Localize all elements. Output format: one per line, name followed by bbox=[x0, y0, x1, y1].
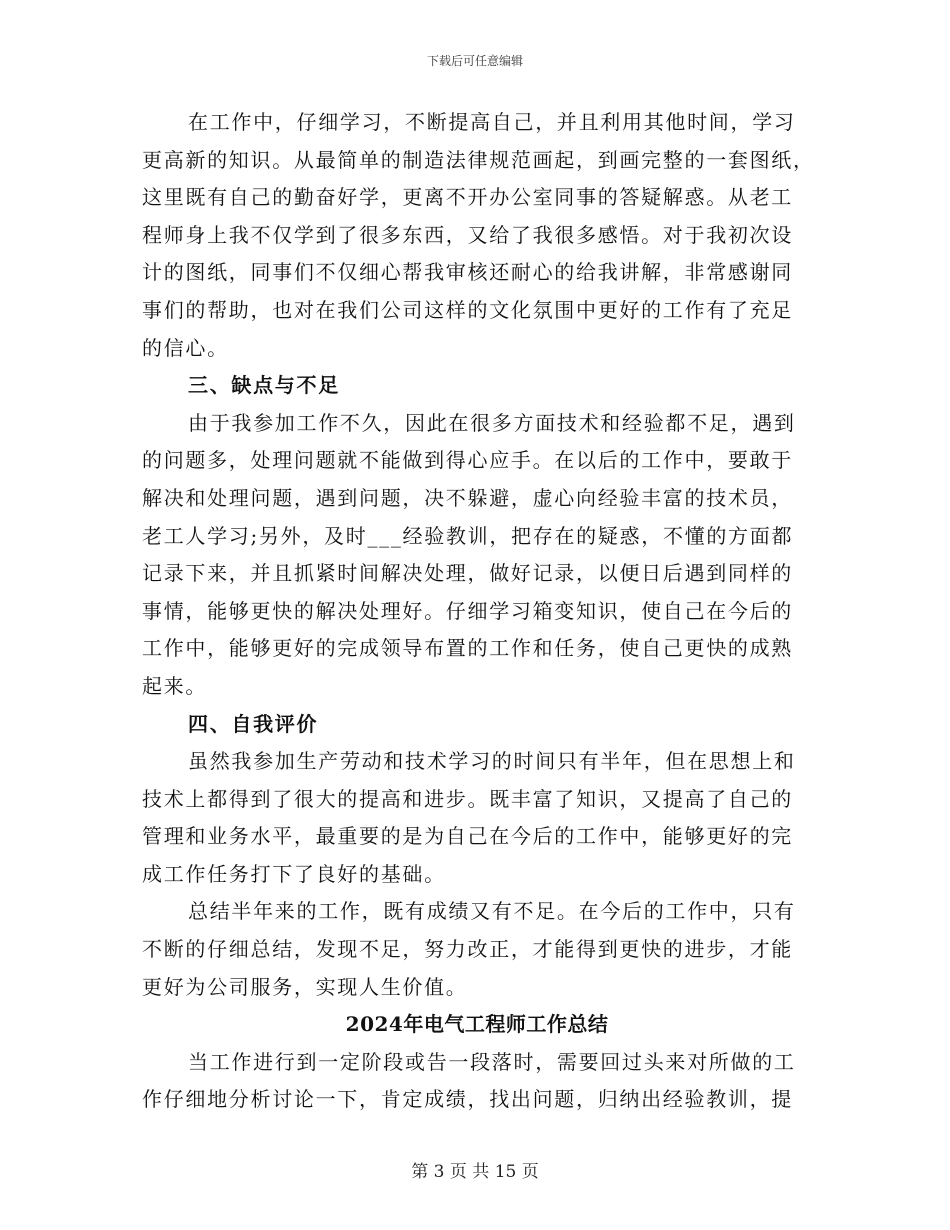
text-line: 解决和处理问题，遇到问题，决不躲避，虚心向经验丰富的技术员， bbox=[142, 485, 793, 510]
text-line: 技术上都得到了很大的提高和进步。既丰富了知识，又提高了自己的 bbox=[142, 786, 793, 811]
section-heading-self-evaluation: 四、自我评价 bbox=[188, 711, 319, 736]
text-line: 程师身上我不仅学到了很多东西，又给了我很多感悟。对于我初次设 bbox=[142, 222, 793, 247]
text-line: 更好为公司服务，实现人生价值。 bbox=[142, 974, 468, 999]
text-line: 这里既有自己的勤奋好学，更离不开办公室同事的答疑解惑。从老工 bbox=[142, 185, 793, 210]
text-line: 由于我参加工作不久，因此在很多方面技术和经验都不足，遇到 bbox=[188, 410, 796, 435]
text-line: 当工作进行到一定阶段或告一段落时，需要回过头来对所做的工 bbox=[188, 1049, 796, 1074]
text-line: 管理和业务水平，最重要的是为自己在今后的工作中，能够更好的完 bbox=[142, 824, 793, 849]
text-line: 起来。 bbox=[142, 673, 208, 698]
paragraph-shortcomings bbox=[142, 405, 802, 706]
text-line: 在工作中，仔细学习，不断提高自己，并且利用其他时间，学习 bbox=[188, 110, 796, 134]
text-line: 的问题多，处理问题就不能做到得心应手。在以后的工作中，要敢于 bbox=[142, 448, 793, 473]
text-line: 成工作任务打下了良好的基础。 bbox=[142, 861, 446, 886]
text-line: 工作中，能够更好的完成领导布置的工作和任务，使自己更快的成熟 bbox=[142, 636, 793, 661]
section-heading-shortcomings: 三、缺点与不足 bbox=[188, 373, 340, 398]
document-body bbox=[142, 104, 815, 1119]
document-title: 2024年电气工程师工作总结 bbox=[345, 1012, 609, 1037]
text-line: 虽然我参加生产劳动和技术学习的时间只有半年，但在思想上和 bbox=[188, 749, 796, 774]
text-line: 计的图纸，同事们不仅细心帮我审核还耐心的给我讲解，非常感谢同 bbox=[142, 260, 793, 285]
text-line: 老工人学习;另外，及时___经验教训，把存在的疑惑，不懂的方面都 bbox=[142, 523, 794, 548]
text-line: 的信心。 bbox=[142, 335, 229, 360]
text-line: 不断的仔细总结，发现不足，努力改正，才能得到更快的进步，才能 bbox=[142, 937, 793, 962]
text-line: 作仔细地分析讨论一下，肯定成绩，找出问题，归纳出经验教训，提 bbox=[142, 1087, 793, 1112]
text-line: 记录下来，并且抓紧时间解决处理，做好记录，以便日后遇到同样的 bbox=[142, 561, 793, 586]
paragraph-intro bbox=[142, 1044, 802, 1119]
paragraph-learning bbox=[142, 104, 815, 367]
paragraph-summary bbox=[142, 893, 802, 1006]
text-line: 事们的帮助，也对在我们公司这样的文化氛围中更好的工作有了充足 bbox=[142, 297, 793, 322]
text-line: 总结半年来的工作，既有成绩又有不足。在今后的工作中，只有 bbox=[188, 899, 796, 924]
paragraph-self-evaluation bbox=[142, 743, 802, 893]
text-line: 更高新的知识。从最简单的制造法律规范画起，到画完整的一套图纸， bbox=[142, 147, 815, 172]
text-line: 事情，能够更快的解决处理好。仔细学习箱变知识，使自己在今后的 bbox=[142, 598, 793, 623]
page-number: 第 3 页 共 15 页 bbox=[411, 1162, 539, 1182]
header-note: 下载后可任意编辑 bbox=[426, 54, 523, 68]
